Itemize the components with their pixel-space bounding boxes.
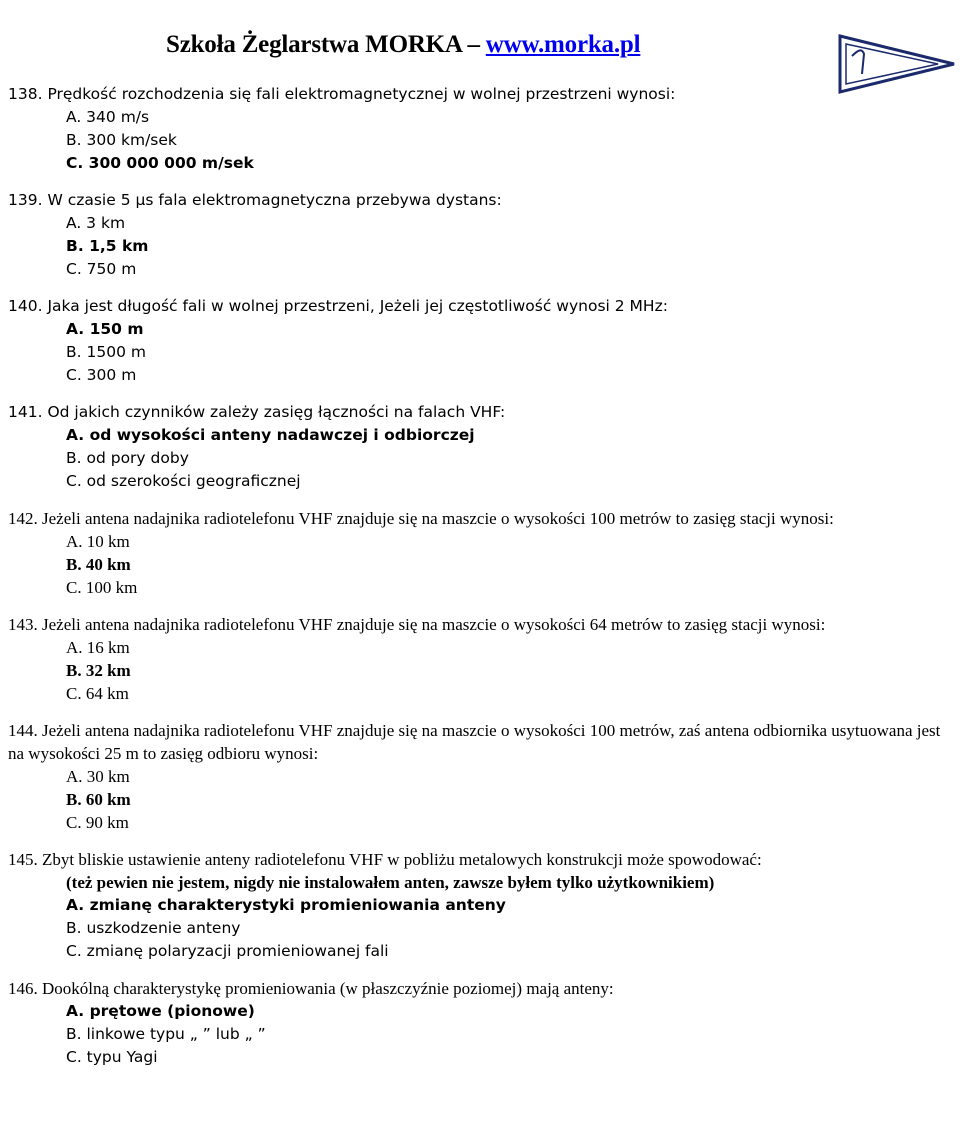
answer-a: A. 10 km — [66, 532, 130, 551]
answer-b: B. od pory doby — [66, 449, 189, 467]
answer-c: C. 64 km — [66, 684, 129, 703]
answer-b: B. 40 km — [66, 555, 131, 574]
question-text: 143. Jeżeli antena nadajnika radiotelefonu VHF znajduje się na maszcie o wysokości 64 metrów to zasięg stacji wynosi: — [8, 615, 826, 634]
answer-a: A. 30 km — [66, 767, 130, 786]
question-138 — [8, 83, 958, 175]
question-142 — [8, 507, 958, 599]
question-text: 146. Dookólną charakterystykę promieniowania (w płaszczyźnie poziomej) mają anteny: — [8, 979, 614, 998]
answer-a: A. od wysokości anteny nadawczej i odbiorczej — [66, 426, 475, 444]
answer-a: A. 16 km — [66, 638, 130, 657]
answer-b: B. 60 km — [66, 790, 131, 809]
question-139 — [8, 189, 958, 281]
answer-a: A. 3 km — [66, 214, 126, 232]
question-141 — [8, 401, 958, 493]
question-143 — [8, 613, 958, 705]
question-text: 141. Od jakich czynników zależy zasięg łączności na falach VHF: — [8, 403, 506, 421]
answer-b: B. 1500 m — [66, 343, 146, 361]
answer-a: A. zmianę charakterystyki promieniowania anteny — [66, 896, 506, 914]
answer-a: A. prętowe (pionowe) — [66, 1002, 255, 1020]
question-text: 142. Jeżeli antena nadajnika radiotelefonu VHF znajduje się na maszcie o wysokości 100 metrów to zasięg stacji wynosi: — [8, 509, 834, 528]
question-144 — [8, 719, 958, 834]
answer-c: C. 300 m — [66, 366, 137, 384]
answer-b: B. 1,5 km — [66, 237, 149, 255]
question-text: 139. W czasie 5 μs fala elektromagnetyczna przebywa dystans: — [8, 191, 502, 209]
answer-c: C. 100 km — [66, 578, 138, 597]
question-140 — [8, 295, 958, 387]
answer-b: B. 300 km/sek — [66, 131, 177, 149]
question-145 — [8, 848, 958, 963]
question-146 — [8, 977, 958, 1069]
header-title — [166, 31, 640, 59]
website-link[interactable]: www.morka.pl — [485, 31, 641, 58]
question-note: (też pewien nie jestem, nigdy nie instalowałem anten, zawsze byłem tylko użytkownikiem) — [66, 873, 715, 892]
answer-a: A. 340 m/s — [66, 108, 150, 126]
question-text: 138. Prędkość rozchodzenia się fali elektromagnetycznej w wolnej przestrzeni wynosi: — [8, 85, 676, 103]
answer-c: C. 300 000 000 m/sek — [66, 154, 254, 172]
answer-b: B. 32 km — [66, 661, 131, 680]
answer-c: C. 750 m — [66, 260, 137, 278]
answer-b: B. uszkodzenie anteny — [66, 919, 241, 937]
answer-c: C. typu Yagi — [66, 1048, 158, 1066]
question-text: 144. Jeżeli antena nadajnika radiotelefonu VHF znajduje się na maszcie o wysokości 100 metrów, zaś antena odbiornika usytuowana jest na wysokości 25 m to zasięg odbioru wynosi: — [8, 721, 941, 763]
answer-a: A. 150 m — [66, 320, 144, 338]
answer-c: C. 90 km — [66, 813, 129, 832]
page-header — [0, 31, 960, 65]
answer-b: B. linkowe typu „ ” lub „ ” — [66, 1025, 266, 1043]
answer-c: C. od szerokości geograficznej — [66, 472, 301, 490]
school-name: Szkoła Żeglarstwa MORKA – — [166, 31, 486, 58]
question-list — [8, 83, 958, 1083]
answer-c: C. zmianę polaryzacji promieniowanej fali — [66, 942, 389, 960]
question-text: 145. Zbyt bliskie ustawienie anteny radiotelefonu VHF w pobliżu metalowych konstrukcji może spowodować: — [8, 850, 762, 869]
question-text: 140. Jaka jest długość fali w wolnej przestrzeni, Jeżeli jej częstotliwość wynosi 2 MHz: — [8, 297, 668, 315]
